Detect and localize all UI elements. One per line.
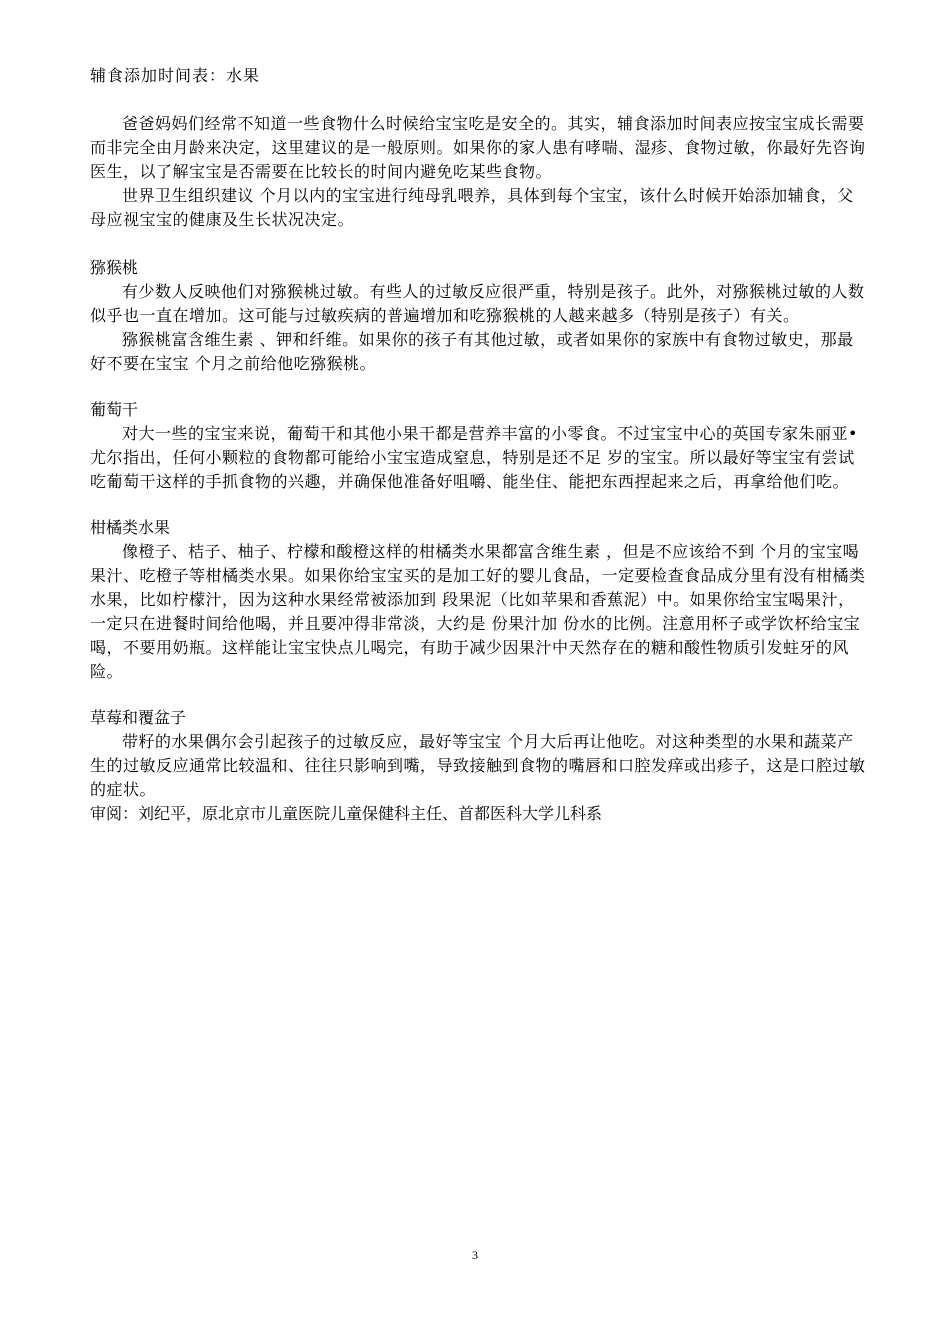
section-heading: 葡萄干 xyxy=(90,400,139,419)
section-paragraph: 猕猴桃富含维生素 、钾和纤维。如果你的孩子有其他过敏，或者如果你的家族中有食物过敏史，那最好不要在宝宝 个月之前给他吃猕猴桃。 xyxy=(90,330,854,373)
section-heading: 草莓和覆盆子 xyxy=(90,708,187,727)
section-citrus xyxy=(90,516,870,684)
intro-paragraph-2: 世界卫生组织建议 个月以内的宝宝进行纯母乳喂养，具体到每个宝宝，该什么时候开始添加辅食，父母应视宝宝的健康及生长状况决定。 xyxy=(90,186,854,229)
section-kiwi xyxy=(90,256,870,376)
section-heading: 柑橘类水果 xyxy=(90,518,171,537)
section-paragraph: 像橙子、桔子、柚子、柠檬和酸橙这样的柑橘类水果都富含维生素 ，但是不应该给不到 个月的宝宝喝果汁、吃橙子等柑橘类水果。如果你给宝宝买的是加工好的婴儿食品，一定要检查食品成分里有没有柑橘类水果，比如柠檬汁，因为这种水果经常被添加到 段果泥（比如苹果和香蕉泥）中。如果你给宝宝喝果汁，一定只在进餐时间给他喝，并且要冲得非常淡，大约是 份果汁加 份水的比例。注意用杯子或学饮杯给宝宝喝，不要用奶瓶。这样能让宝宝快点儿喝完，有助于减少因果汁中天然存在的糖和酸性物质引发蛀牙的风险。 xyxy=(90,542,866,681)
document-body xyxy=(90,64,870,826)
review-note: 审阅：刘纪平，原北京市儿童医院儿童保健科主任、首都医科大学儿科系 xyxy=(90,804,603,823)
section-raisins xyxy=(90,398,870,494)
section-paragraph: 对大一些的宝宝来说，葡萄干和其他小果干都是营养丰富的小零食。不过宝宝中心的英国专家朱丽亚•尤尔指出，任何小颗粒的食物都可能给小宝宝造成窒息，特别是还不足 岁的宝宝。所以最好等宝宝有尝试吃葡萄干这样的手抓食物的兴趣，并确保他准备好咀嚼、能坐住、能把东西捏起来之后，再拿给他们吃。 xyxy=(90,424,858,491)
section-paragraph: 有少数人反映他们对猕猴桃过敏。有些人的过敏反应很严重，特别是孩子。此外，对猕猴桃过敏的人数似乎也一直在增加。这可能与过敏疾病的普遍增加和吃猕猴桃的人越来越多（特别是孩子）有关。 xyxy=(90,282,865,325)
intro-paragraph-1: 爸爸妈妈们经常不知道一些食物什么时候给宝宝吃是安全的。其实，辅食添加时间表应按宝宝成长需要而非完全由月龄来决定，这里建议的是一般原则。如果你的家人患有哮喘、湿疹、食物过敏，你最好先咨询医生，以了解宝宝是否需要在比较长的时间内避免吃某些食物。 xyxy=(90,114,866,181)
document-title: 辅食添加时间表：水果 xyxy=(90,66,261,85)
section-berries xyxy=(90,706,870,802)
page-number: 3 xyxy=(472,1248,478,1262)
section-heading: 猕猴桃 xyxy=(90,258,139,277)
section-paragraph: 带籽的水果偶尔会引起孩子的过敏反应，最好等宝宝 个月大后再让他吃。对这种类型的水果和蔬菜产生的过敏反应通常比较温和、往往只影响到嘴，导致接触到食物的嘴唇和口腔发痒或出疹子，这是口腔过敏的症状。 xyxy=(90,732,866,799)
intro-section xyxy=(90,112,870,232)
